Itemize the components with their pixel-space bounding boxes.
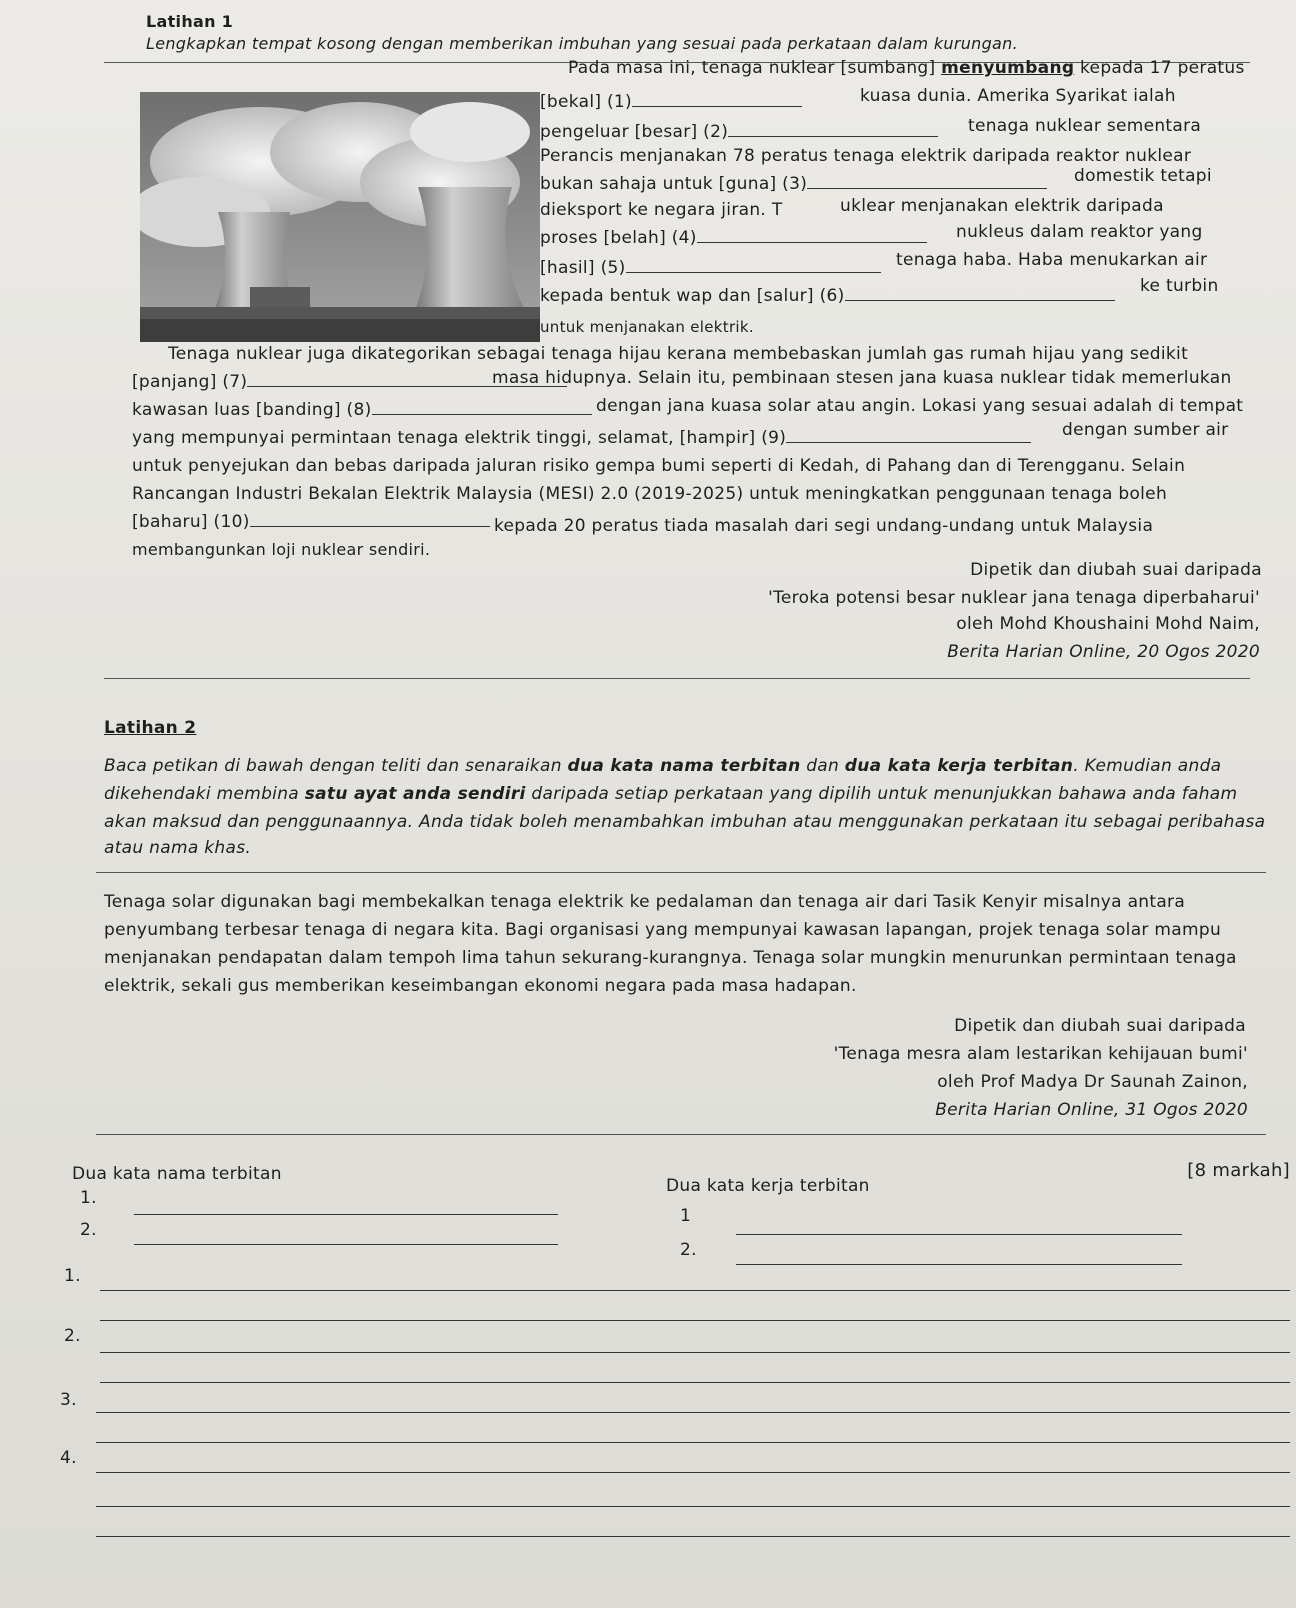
- sentence-1-number: 1.: [64, 1266, 81, 1286]
- instruction-text: dan: [800, 756, 845, 776]
- blank-1-label: [bekal] (1): [540, 92, 632, 112]
- blank-10-label: [baharu] (10): [132, 512, 250, 532]
- p2-text: membangunkan loji nuklear sendiri.: [132, 540, 431, 559]
- verb-2-blank[interactable]: [736, 1250, 1182, 1265]
- sentence-2-line-b[interactable]: [100, 1368, 1290, 1383]
- sentence-1-line-b[interactable]: [100, 1306, 1290, 1321]
- frame-bottom-line: [104, 678, 1250, 679]
- p1-text: kuasa dunia. Amerika Syarikat ialah: [860, 86, 1176, 106]
- example-answer: menyumbang: [941, 58, 1075, 78]
- verb-2-number: 2.: [680, 1240, 697, 1260]
- sentence-2-line-a[interactable]: [100, 1338, 1290, 1353]
- p2-text: dengan sumber air: [1062, 420, 1229, 440]
- sentence-4-line-b[interactable]: [96, 1492, 1290, 1507]
- sentence-4-number: 4.: [60, 1448, 77, 1468]
- noun-2-number: 2.: [80, 1220, 97, 1240]
- noun-1-blank[interactable]: [134, 1200, 558, 1215]
- p1-line-3: [540, 122, 938, 142]
- exercise-1-instruction: Lengkapkan tempat kosong dengan memberikan imbuhan yang sesuai pada perkataan dalam kurungan.: [146, 34, 1018, 53]
- passage-line: elektrik, sekali gus memberikan keseimbangan ekonomi negara pada masa hadapan.: [104, 976, 857, 996]
- blank-6-label: kepada bentuk wap dan [salur] (6): [540, 286, 845, 306]
- instruction-line-1: [104, 756, 1221, 776]
- blank-3[interactable]: [807, 174, 1047, 189]
- p1-text: tenaga nuklear sementara: [968, 116, 1202, 136]
- marks-label: [8 markah]: [1187, 1160, 1290, 1181]
- noun-2-blank[interactable]: [134, 1230, 558, 1245]
- p1-text: dieksport ke negara jiran. T: [540, 200, 783, 220]
- p1-text: untuk menjanakan elektrik.: [540, 318, 754, 336]
- verb-1-number: 1: [680, 1206, 692, 1226]
- blank-7-label: [panjang] (7): [132, 372, 248, 392]
- noun-1-number: 1.: [80, 1188, 97, 1208]
- p1-line-5: [540, 174, 1047, 194]
- instruction-text: dikehendaki membina: [104, 784, 305, 804]
- blank-1[interactable]: [632, 92, 802, 107]
- nuclear-plant-photo: [140, 92, 540, 342]
- p1-line-9: [540, 286, 1115, 306]
- blank-6[interactable]: [845, 286, 1115, 301]
- blank-8[interactable]: [372, 400, 592, 415]
- p1-text: Perancis menjanakan 78 peratus tenaga elektrik daripada reaktor nuklear: [540, 146, 1192, 166]
- p1-text: uklear menjanakan elektrik daripada: [840, 196, 1164, 216]
- sentence-3-number: 3.: [60, 1390, 77, 1410]
- blank-4[interactable]: [697, 228, 927, 243]
- source-1-title: 'Teroka potensi besar nuklear jana tenaga diperbaharui': [768, 588, 1260, 608]
- verb-column-heading: Dua kata kerja terbitan: [666, 1176, 870, 1196]
- sentence-3-line-a[interactable]: [96, 1398, 1290, 1413]
- source-2-line: Dipetik dan diubah suai daripada: [954, 1016, 1246, 1036]
- instruction-text: Baca petikan di bawah dengan teliti dan senaraikan: [104, 756, 568, 776]
- verb-1-blank[interactable]: [736, 1220, 1182, 1235]
- p1-line-1: [568, 58, 1245, 78]
- p1-text: ke turbin: [1140, 276, 1219, 296]
- blank-5[interactable]: [626, 258, 881, 273]
- p2-text: Rancangan Industri Bekalan Elektrik Malaysia (MESI) 2.0 (2019-2025) untuk meningkatkan penggunaan tenaga boleh: [132, 484, 1168, 504]
- p1-text: Pada masa ini, tenaga nuklear [sumbang]: [568, 58, 942, 78]
- p2-text: Tenaga nuklear juga dikategorikan sebagai tenaga hijau kerana membebaskan jumlah gas rumah hijau yang sedikit: [168, 344, 1189, 364]
- instruction-emphasis: dua kata kerja terbitan: [844, 756, 1074, 776]
- sentence-4-line-c[interactable]: [96, 1522, 1290, 1537]
- blank-3-label: bukan sahaja untuk [guna] (3): [540, 174, 808, 194]
- blank-8-label: kawasan luas [banding] (8): [132, 400, 372, 420]
- exercise-2-title: Latihan 2: [104, 718, 197, 738]
- passage-frame-bottom: [96, 1134, 1266, 1135]
- source-2-title: 'Tenaga mesra alam lestarikan kehijauan bumi': [833, 1044, 1248, 1064]
- blank-4-label: proses [belah] (4): [540, 228, 697, 248]
- sentence-4-line-a[interactable]: [96, 1458, 1290, 1473]
- blank-5-label: [hasil] (5): [540, 258, 626, 278]
- sentence-1-line-a[interactable]: [100, 1276, 1290, 1291]
- instruction-emphasis: dua kata nama terbitan: [567, 756, 801, 776]
- blank-10[interactable]: [250, 512, 490, 527]
- p1-line-7: [540, 228, 927, 248]
- p2-line-7: [132, 512, 490, 532]
- sentence-3-line-b[interactable]: [96, 1428, 1290, 1443]
- p2-line-3: [132, 400, 592, 420]
- source-1-author: oleh Mohd Khoushaini Mohd Naim,: [956, 614, 1260, 634]
- p2-text: dengan jana kuasa solar atau angin. Lokasi yang sesuai adalah di tempat: [596, 396, 1244, 416]
- p1-line-8: [540, 258, 881, 278]
- source-1-publication: Berita Harian Online, 20 Ogos 2020: [947, 642, 1260, 662]
- p1-text: nukleus dalam reaktor yang: [956, 222, 1203, 242]
- blank-2[interactable]: [728, 122, 938, 137]
- instruction-line-4: atau nama khas.: [104, 838, 252, 858]
- passage-line: Tenaga solar digunakan bagi membekalkan tenaga elektrik ke pedalaman dan tenaga air dari Tasik Kenyir misalnya antara: [104, 892, 1186, 912]
- p1-text: kepada 17 peratus: [1074, 58, 1245, 78]
- p1-line-2: [540, 92, 802, 112]
- passage-line: penyumbang terbesar tenaga di negara kita. Bagi organisasi yang mempunyai kawasan lapangan, projek tenaga solar mampu: [104, 920, 1222, 940]
- p2-text: untuk penyejukan dan bebas daripada jaluran risiko gempa bumi seperti di Kedah, di Pahang dan di Terengganu. Selain: [132, 456, 1186, 476]
- p2-text: kepada 20 peratus tiada masalah dari segi undang-undang untuk Malaysia: [494, 516, 1154, 536]
- passage-frame-top: [96, 872, 1266, 873]
- exercise-1-title: Latihan 1: [146, 12, 234, 31]
- source-1-line: Dipetik dan diubah suai daripada: [970, 560, 1262, 580]
- passage-line: menjanakan pendapatan dalam tempoh lima tahun sekurang-kurangnya. Tenaga solar mungkin menurunkan permintaan tenaga: [104, 948, 1237, 968]
- p1-text: tenaga haba. Haba menukarkan air: [896, 250, 1208, 270]
- blank-9-label: yang mempunyai permintaan tenaga elektrik tinggi, selamat, [hampir] (9): [132, 428, 787, 448]
- source-2-publication: Berita Harian Online, 31 Ogos 2020: [935, 1100, 1248, 1120]
- sentence-2-number: 2.: [64, 1326, 81, 1346]
- instruction-line-2: [104, 784, 1237, 804]
- instruction-text: daripada setiap perkataan yang dipilih untuk menunjukkan bahawa anda faham: [525, 784, 1238, 804]
- p2-text: masa hidupnya. Selain itu, pembinaan stesen jana kuasa nuklear tidak memerlukan: [492, 368, 1232, 388]
- blank-2-label: pengeluar [besar] (2): [540, 122, 729, 142]
- instruction-text: . Kemudian anda: [1073, 756, 1222, 776]
- blank-9[interactable]: [786, 428, 1031, 443]
- noun-column-heading: Dua kata nama terbitan: [72, 1164, 282, 1184]
- p1-text: domestik tetapi: [1074, 166, 1212, 186]
- instruction-emphasis: satu ayat anda sendiri: [304, 784, 526, 804]
- instruction-line-3: akan maksud dan penggunaannya. Anda tidak boleh menambahkan imbuhan atau menggunakan perkataan itu sebagai peribahasa: [104, 812, 1266, 832]
- source-2-author: oleh Prof Madya Dr Saunah Zainon,: [937, 1072, 1248, 1092]
- p2-line-4: [132, 428, 1031, 448]
